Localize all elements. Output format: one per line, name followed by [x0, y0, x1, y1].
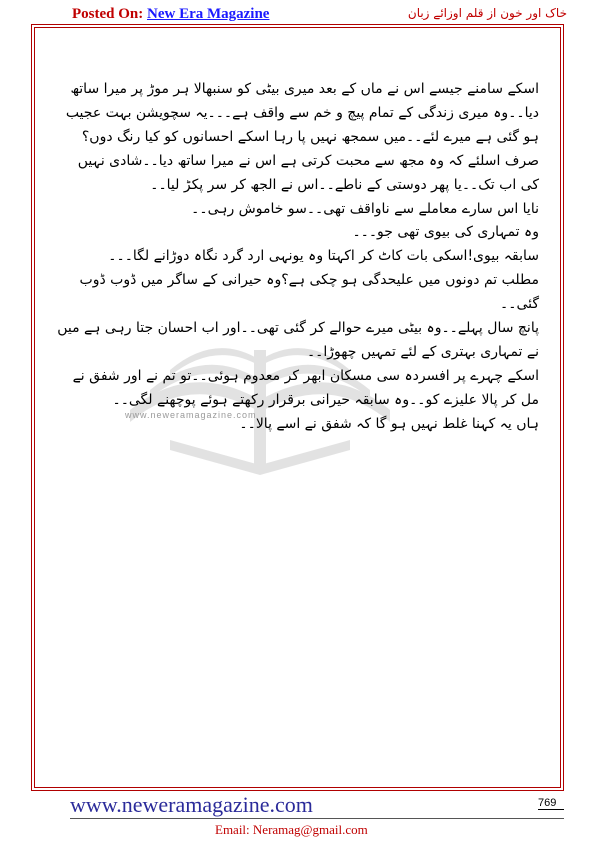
header-posted-on [72, 6, 269, 23]
footer-email: Email: Neramag@gmail.com [215, 822, 368, 837]
paragraph: وہ تمہاری کی بیوی تھی جو۔۔۔ [352, 224, 539, 241]
watermark-text: www.neweramagazine.com [125, 410, 257, 420]
posted-label: Posted On: [72, 6, 144, 22]
magazine-link[interactable]: New Era Magazine [147, 6, 270, 22]
header-urdu-title: خاک اور خون از قلم اوزائے زبان [407, 6, 567, 20]
paragraph: نایا اس سارے معاملے سے ناواقف تھی۔۔سو خاموش رہی۔۔ [191, 200, 539, 217]
paragraph: سابقہ بیوی!اسکی بات کاٹ کر اکہتا وہ یونہی ارد گرد نگاہ دوڑانے لگا۔۔۔ [108, 248, 539, 265]
paragraph: پانچ سال پہلے۔۔وہ بیٹی میرے حوالے کر گئی تھی۔۔اور اب احسان جتا رہی ہے میں نے تمہاری بہتری کے لئے تمہیں چھوڑا۔۔ [57, 320, 539, 360]
paragraph: مطلب تم دونوں میں علیحدگی ہو چکی ہے؟وہ حیرانی کے ساگر میں ڈوب ڈوب گئی۔۔ [79, 272, 539, 313]
paragraph: اسکے چہرے پر افسردہ سی مسکان ابھر کر معدوم ہوئی۔۔تو تم نے اور شفق نے مل کر پالا علیزے کو۔۔وہ سابقہ حیرانی برقرار رکھتے ہوئے پوچھنے لگی۔۔ [72, 367, 539, 408]
paragraph: اسکے سامنے جیسے اس نے ماں کے بعد میری بیٹی کو سنبھالا ہر موڑ پر میرا ساتھ دیا۔۔وہ میری زندگی کے تمام پیچ و خم سے واقف ہے۔۔۔یہ سچویشن بہت عجیب ہو گئی ہے میرے لئے۔۔میں سمجھ نہیں پا رہا اسکے احسانوں کو کیا رنگ دوں؟صرف اسلئے کہ وہ مجھ سے محبت کرتی ہے اس نے میرا ساتھ دیا۔۔شادی نہیں کی اب تک۔۔یا پھر دوستی کے ناطے۔۔اس نے الجھ کر سر پکڑ لیا۔۔ [65, 81, 539, 193]
footer-divider [70, 818, 564, 819]
paragraph: ہاں یہ کہنا غلط نہیں ہو گا کہ شفق نے اسے پالا۔۔ [239, 415, 539, 432]
page-number: 769 [538, 797, 564, 810]
footer-website-link[interactable]: www.neweramagazine.com [70, 792, 313, 817]
article-body [55, 78, 539, 437]
